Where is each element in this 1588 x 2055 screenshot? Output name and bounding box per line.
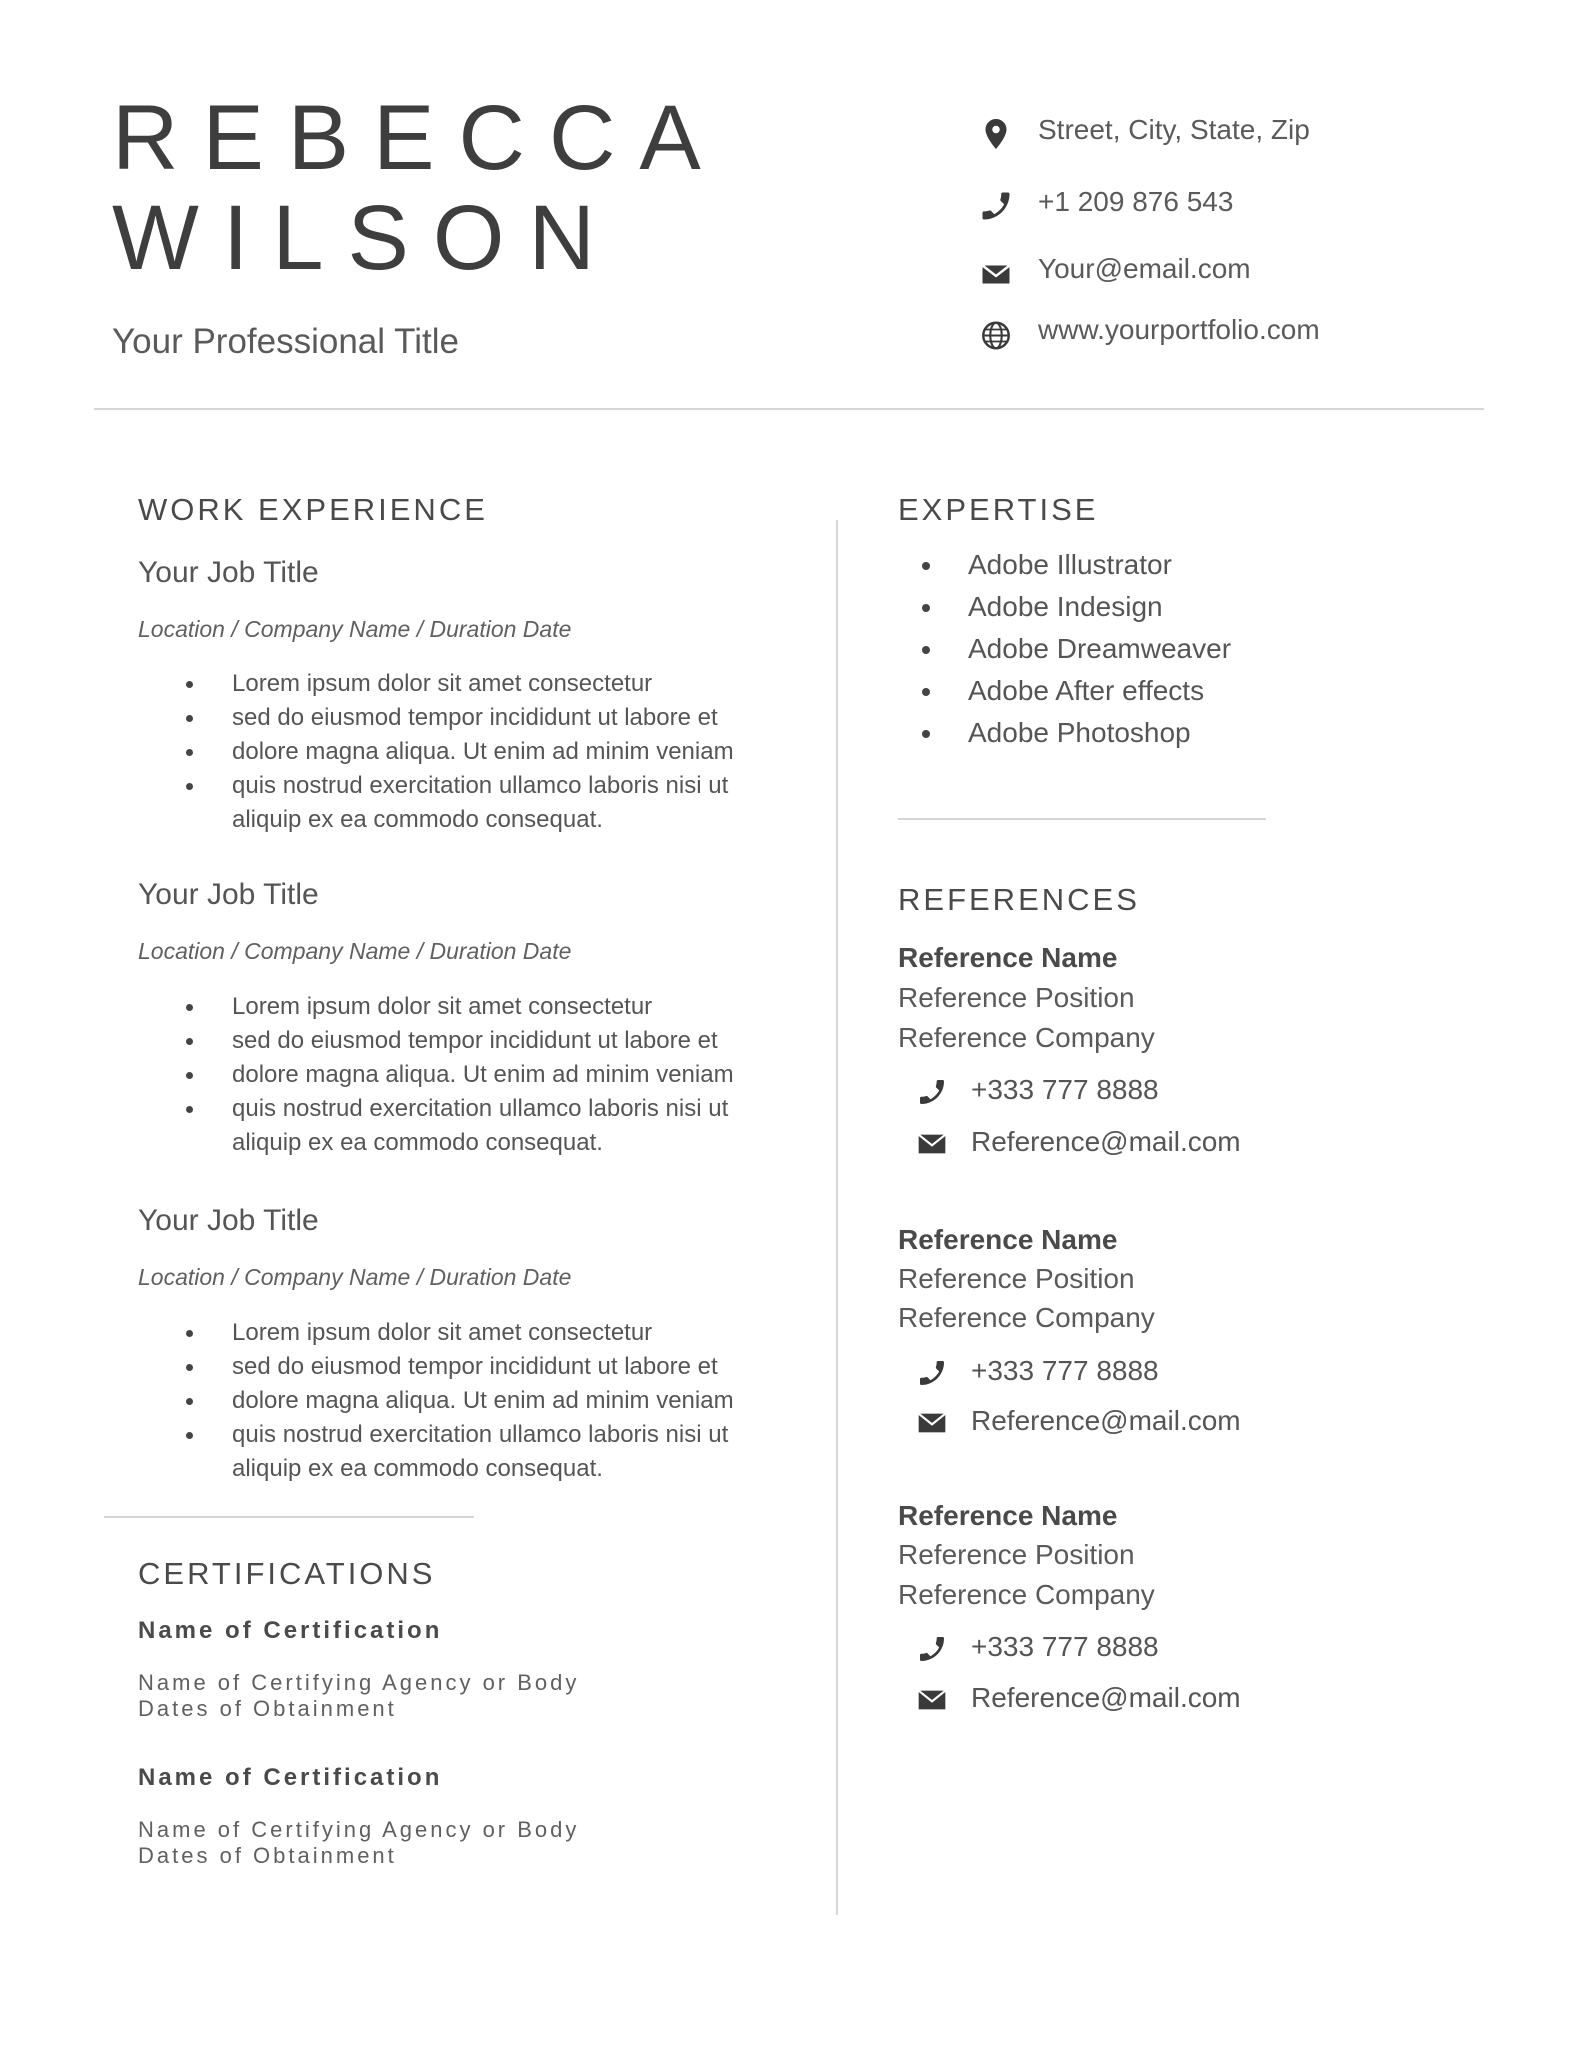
reference-phone-text[interactable]: +333 777 8888 [971, 1631, 1159, 1662]
list-item: dolore magna aliqua. Ut enim ad minim veniam [186, 1058, 746, 1092]
phone-icon [916, 1076, 948, 1108]
job-meta: Location / Company Name / Duration Date [138, 1264, 572, 1290]
email-text[interactable]: Your@email.com [1038, 253, 1251, 284]
reference-phone-text[interactable]: +333 777 8888 [971, 1074, 1159, 1105]
list-item: Adobe Dreamweaver [898, 628, 1398, 670]
certification-dates: Dates of Obtainment [138, 1843, 397, 1868]
list-item: Lorem ipsum dolor sit amet consectetur [186, 667, 746, 701]
reference-name: Reference Name [898, 1224, 1118, 1255]
reference-position: Reference Position [898, 982, 1135, 1013]
certifying-agency: Name of Certifying Agency or Body [138, 1670, 580, 1695]
phone-icon [978, 186, 1014, 226]
job-title: Your Job Title [138, 878, 319, 911]
phone-icon [916, 1357, 948, 1389]
list-item: Adobe Indesign [898, 586, 1398, 628]
list-item: sed do eiusmod tempor incididunt ut labore et [186, 1350, 746, 1384]
expertise-heading: EXPERTISE [898, 492, 1099, 527]
envelope-icon [916, 1407, 948, 1439]
list-item: dolore magna aliqua. Ut enim ad minim veniam [186, 1384, 746, 1418]
reference-name: Reference Name [898, 1500, 1118, 1531]
address-text: Street, City, State, Zip [1038, 114, 1310, 145]
reference-name: Reference Name [898, 942, 1118, 973]
reference-position: Reference Position [898, 1539, 1135, 1570]
list-item: quis nostrud exercitation ullamco laboris nisi ut aliquip ex ea commodo consequat. [186, 1092, 746, 1160]
job-bullets [186, 990, 746, 1160]
last-name: WILSON [112, 187, 619, 289]
reference-company: Reference Company [898, 1302, 1155, 1333]
list-item: quis nostrud exercitation ullamco laboris nisi ut aliquip ex ea commodo consequat. [186, 1418, 746, 1486]
job-title: Your Job Title [138, 556, 319, 589]
expertise-list [898, 544, 1398, 754]
list-item: Lorem ipsum dolor sit amet consectetur [186, 1316, 746, 1350]
list-item: Adobe Photoshop [898, 712, 1398, 754]
section-divider [104, 1516, 474, 1518]
globe-icon [978, 314, 1014, 354]
reference-company: Reference Company [898, 1022, 1155, 1053]
professional-title: Your Professional Title [112, 322, 459, 361]
certification-name: Name of Certification [138, 1764, 443, 1791]
list-item: quis nostrud exercitation ullamco laboris nisi ut aliquip ex ea commodo consequat. [186, 769, 746, 837]
location-pin-icon [978, 114, 1014, 154]
phone-text[interactable]: +1 209 876 543 [1038, 186, 1234, 217]
envelope-icon [916, 1684, 948, 1716]
references-heading: REFERENCES [898, 882, 1140, 917]
reference-email-text[interactable]: Reference@mail.com [971, 1126, 1241, 1157]
list-item: sed do eiusmod tempor incididunt ut labore et [186, 701, 746, 735]
first-name: REBECCA [112, 87, 725, 189]
certifying-agency: Name of Certifying Agency or Body [138, 1817, 580, 1842]
job-bullets [186, 1316, 746, 1486]
reference-email-text[interactable]: Reference@mail.com [971, 1682, 1241, 1713]
website-text[interactable]: www.yourportfolio.com [1038, 314, 1320, 345]
work-experience-heading: WORK EXPERIENCE [138, 492, 488, 527]
envelope-icon [978, 253, 1014, 293]
reference-position: Reference Position [898, 1263, 1135, 1294]
list-item: Adobe Illustrator [898, 544, 1398, 586]
job-meta: Location / Company Name / Duration Date [138, 616, 572, 642]
list-item: dolore magna aliqua. Ut enim ad minim veniam [186, 735, 746, 769]
section-divider [898, 818, 1266, 820]
reference-email-text[interactable]: Reference@mail.com [971, 1405, 1241, 1436]
job-bullets [186, 667, 746, 837]
job-title: Your Job Title [138, 1204, 319, 1237]
certification-dates: Dates of Obtainment [138, 1696, 397, 1721]
reference-company: Reference Company [898, 1579, 1155, 1610]
reference-phone-text[interactable]: +333 777 8888 [971, 1355, 1159, 1386]
certifications-heading: CERTIFICATIONS [138, 1556, 436, 1591]
list-item: Lorem ipsum dolor sit amet consectetur [186, 990, 746, 1024]
column-divider [836, 520, 838, 1915]
list-item: sed do eiusmod tempor incididunt ut labore et [186, 1024, 746, 1058]
list-item: Adobe After effects [898, 670, 1398, 712]
job-meta: Location / Company Name / Duration Date [138, 938, 572, 964]
certification-name: Name of Certification [138, 1617, 443, 1644]
header-divider [94, 408, 1484, 410]
envelope-icon [916, 1128, 948, 1160]
phone-icon [916, 1633, 948, 1665]
